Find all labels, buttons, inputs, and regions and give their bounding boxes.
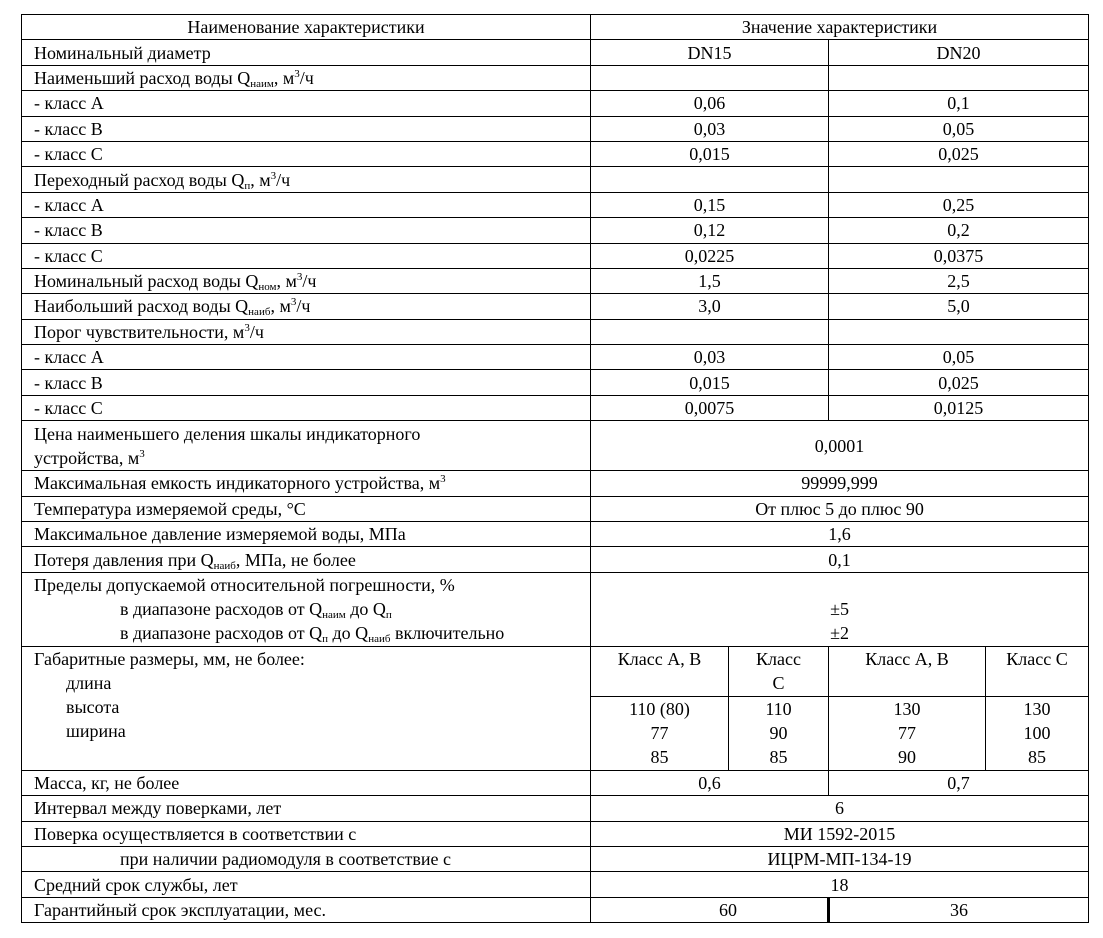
- dim-header-dn15-ab: Класс А, В: [591, 646, 729, 696]
- header-value-column: Значение характеристики: [591, 15, 1089, 40]
- value-dn15: 0,015: [591, 370, 829, 395]
- specifications-table: [21, 14, 1089, 923]
- row-label: - класс В: [22, 218, 591, 243]
- row-label: - класс В: [22, 116, 591, 141]
- row-label: Цена наименьшего деления шкалы индикаторного устройства, $м^3$: [22, 421, 591, 471]
- value-dn15: 0,0225: [591, 243, 829, 268]
- table-row-qnom: [22, 268, 1089, 293]
- row-label: Гарантийный срок эксплуатации, мес.: [22, 897, 591, 922]
- value-dn15: 0,15: [591, 192, 829, 217]
- value-dn15: 0,12: [591, 218, 829, 243]
- value-dn15: 0,03: [591, 116, 829, 141]
- table-row-warranty: [22, 897, 1089, 922]
- value-dn20: 0,05: [829, 345, 1089, 370]
- value-dn15: 0,6: [591, 770, 829, 795]
- value-dn20: 0,7: [829, 770, 1089, 795]
- value-dn20: DN20: [829, 40, 1089, 65]
- table-row-qt-a: [22, 192, 1089, 217]
- table-row-threshold: [22, 319, 1089, 344]
- table-row-qt-b: [22, 218, 1089, 243]
- row-label: при наличии радиомодуля в соответствие с: [22, 846, 591, 871]
- value-dn20: 0,025: [829, 141, 1089, 166]
- value-all: От плюс 5 до плюс 90: [591, 496, 1089, 521]
- row-label: Масса, кг, не более: [22, 770, 591, 795]
- empty-cell: [829, 65, 1089, 90]
- table-row-diameter: [22, 40, 1089, 65]
- dim-values-dn20-c: 130 100 85: [986, 696, 1089, 770]
- row-label: Габаритные размеры, мм, не более: длина высота ширина: [22, 646, 591, 770]
- value-dn20: 0,1: [829, 91, 1089, 116]
- table-row-verification: [22, 821, 1089, 846]
- table-row-temperature: [22, 496, 1089, 521]
- value-all: МИ 1592-2015: [591, 821, 1089, 846]
- value-all: ИЦРМ-МП-134-19: [591, 846, 1089, 871]
- dim-values-dn20-ab: 130 77 90: [829, 696, 986, 770]
- value-dn15: 0,03: [591, 345, 829, 370]
- table-row-qmax: [22, 294, 1089, 319]
- value-dn15: 60: [591, 897, 829, 922]
- table-row-qmin-c: [22, 141, 1089, 166]
- table-row-division: [22, 421, 1089, 471]
- dim-header-dn20-ab: Класс А, В: [829, 646, 986, 696]
- table-row-qmin-a: [22, 91, 1089, 116]
- empty-cell: [591, 65, 829, 90]
- spec-table-container: [21, 14, 1089, 923]
- value-dn15: 0,06: [591, 91, 829, 116]
- row-label: Максимальное давление измеряемой воды, МПа: [22, 522, 591, 547]
- value-all: 0,0001: [591, 421, 1089, 471]
- empty-cell: [591, 167, 829, 192]
- value-dn20: 0,0125: [829, 395, 1089, 420]
- value-dn15: 1,5: [591, 268, 829, 293]
- table-row-threshold-b: [22, 370, 1089, 395]
- value-dn20: 0,2: [829, 218, 1089, 243]
- value-dn20: 0,05: [829, 116, 1089, 141]
- row-label: Средний срок службы, лет: [22, 872, 591, 897]
- table-row-qt: [22, 167, 1089, 192]
- row-label: Температура измеряемой среды, °С: [22, 496, 591, 521]
- table-row-mass: [22, 770, 1089, 795]
- row-label: - класс А: [22, 192, 591, 217]
- value-dn15: 0,0075: [591, 395, 829, 420]
- table-row-dimensions: [22, 646, 1089, 696]
- empty-cell: [829, 167, 1089, 192]
- value-dn20: 0,025: [829, 370, 1089, 395]
- row-label: Поверка осуществляется в соответствии с: [22, 821, 591, 846]
- row-label: - класс А: [22, 91, 591, 116]
- value-all: 0,1: [591, 547, 1089, 572]
- value-dn15: DN15: [591, 40, 829, 65]
- value-dn20: 0,25: [829, 192, 1089, 217]
- value-all: ±5 ±2: [591, 572, 1089, 646]
- value-all: 1,6: [591, 522, 1089, 547]
- value-dn20: 5,0: [829, 294, 1089, 319]
- value-dn20: 2,5: [829, 268, 1089, 293]
- row-label: - класс С: [22, 243, 591, 268]
- table-row-threshold-a: [22, 345, 1089, 370]
- row-label: Интервал между поверками, лет: [22, 796, 591, 821]
- table-row-qmin-b: [22, 116, 1089, 141]
- value-all: 99999,999: [591, 471, 1089, 496]
- row-label: Порог чувствительности, $м^3/ч$: [22, 319, 591, 344]
- row-label: Переходный расход воды $Q_п$, $м^3/ч$: [22, 167, 591, 192]
- dim-header-dn15-c: Класс С: [729, 646, 829, 696]
- row-label: Наименьший расход воды $Q_{наим}$, $м^3/ч$: [22, 65, 591, 90]
- table-row-service: [22, 872, 1089, 897]
- table-row-capacity: [22, 471, 1089, 496]
- row-label: Потеря давления при $Q_{наиб}$, МПа, не более: [22, 547, 591, 572]
- table-row-radio: [22, 846, 1089, 871]
- row-label: Пределы допускаемой относительной погрешности, % в диапазоне расходов от $Q_{наим}$ до $Q_п$ в диапазоне расходов от $Q_п$ до $Q_{наиб}$ включительно: [22, 572, 591, 646]
- table-header-row: [22, 15, 1089, 40]
- row-label: - класс С: [22, 141, 591, 166]
- row-label: - класс В: [22, 370, 591, 395]
- header-name-column: Наименование характеристики: [22, 15, 591, 40]
- value-all: 18: [591, 872, 1089, 897]
- row-label: Наибольший расход воды $Q_{наиб}$, $м^3/ч$: [22, 294, 591, 319]
- value-dn20: 0,0375: [829, 243, 1089, 268]
- value-dn20: 36: [829, 897, 1089, 922]
- empty-cell: [591, 319, 829, 344]
- row-label: - класс С: [22, 395, 591, 420]
- value-dn15: 3,0: [591, 294, 829, 319]
- empty-cell: [829, 319, 1089, 344]
- table-row-qt-c: [22, 243, 1089, 268]
- table-row-pressure: [22, 522, 1089, 547]
- row-label: Максимальная емкость индикаторного устройства, $м^3$: [22, 471, 591, 496]
- row-label: - класс А: [22, 345, 591, 370]
- value-all: 6: [591, 796, 1089, 821]
- table-row-qmin: [22, 65, 1089, 90]
- table-row-error: [22, 572, 1089, 646]
- value-dn15: 0,015: [591, 141, 829, 166]
- dim-values-dn15-ab: 110 (80) 77 85: [591, 696, 729, 770]
- dim-values-dn15-c: 110 90 85: [729, 696, 829, 770]
- table-row-threshold-c: [22, 395, 1089, 420]
- row-label: Номинальный расход воды $Q_{ном}$, $м^3/ч$: [22, 268, 591, 293]
- row-label: Номинальный диаметр: [22, 40, 591, 65]
- table-row-loss: [22, 547, 1089, 572]
- dim-header-dn20-c: Класс С: [986, 646, 1089, 696]
- table-row-interval: [22, 796, 1089, 821]
